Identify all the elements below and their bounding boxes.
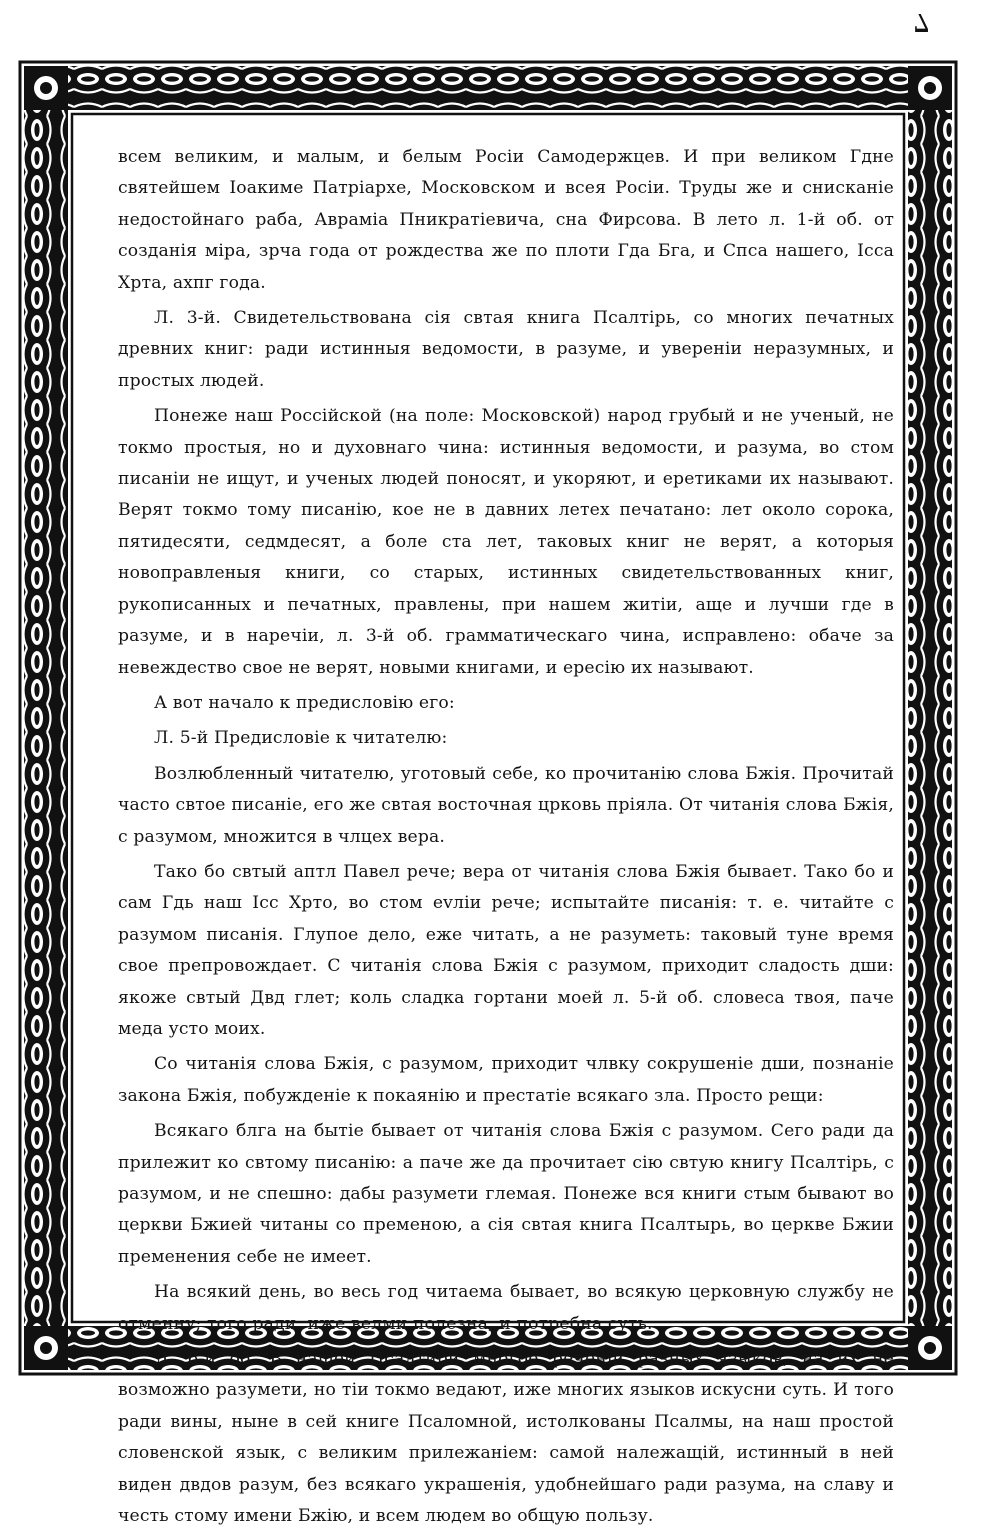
paragraph-6: Возлюбленный читателю, уготовый себе, ко прочитанію словa Бжія. Прочитай часто свтое писаніе, его же свтая восточная црковь пріяла. От читанія слова Бжія, с разумом, множится в члцех вера. <box>118 763 894 847</box>
paragraph-5: Л. 5-й Предисловіе к читателю: <box>154 728 448 749</box>
paragraph-11: Л. 6-й об. В нашей Псалтири многое реченій разных языков, на их не возможно разумети, но тіи токмо ведают, иже многих языков искусни суть. И того ради вины, ныне в сей книге Псаломной, истолкованы Псалмы, на наш простой словенской язык, с великим прилежаніем: самой належащій, истинный в ней виден двдов разум, без всякаго украшенія, удобнейшаго ради разума, на славу и честь стому имени Бжію, и всем людем во общую пользу. <box>118 1349 894 1527</box>
paragraph-7: Тако бо свтый аптл Павел рече; вера от читанія слова Бжія бывает. Тако бо и сам Гдь наш Ісс Хрто, во стом еvліи рече; испытайте писанія: т. е. читайте с разумом писанія. Глупое дело, еже читать, а не разуметь: таковый туне время свое препровождает. С читанія слова Бжія с разумом, приходит сладость дши: якоже свтый Двд глет; коль сладка гортани моей л. 5-й об. словеса твоя, паче меда усто моих. <box>118 861 894 1039</box>
paragraph-1: всем великим, и малым, и белым Росіи Самодержцев. И при великом Гдне святейшем Іоакиме Патріархе, Московском и всея Росіи. Труды же и снисканіе недостойнаго раба, Авраміа Пникратіевича, сна Фирсова. В лето л. 1-й об. от созданія міра, зрча года от рождества же по плоти Гда Бга, и Спса нашего, Ісса Хрта, ахпг года. <box>118 147 894 293</box>
document-text <box>118 142 894 1527</box>
paragraph-2: Л. 3-й. Свидетельствована сія свтая книга Псалтірь, со многих печатных древних книг: ради истинныя ведомости, в разуме, и увереніи неразумных, и простых людей. <box>118 308 894 391</box>
page-number: 7 <box>913 8 930 37</box>
paragraph-8: Со читанія слова Бжія, с разумом, приходит члвку сокрушеніе дши, познаніе закона Бжія, побужденіе к покаянію и престатіе всякаго зла. Просто рещи: <box>118 1054 894 1106</box>
paragraph-9: Всякаго блга на бытіе бывает от читанія слова Бжія с разумом. Сего ради да прилежит ко свтому писанію: а паче же да прочитает сію свтую книгу Псалтірь, с разумом, и не спешно: дабы разумети глемая. Понеже вся книги стым бывают во церкви Бжией читаны со пременою, а сія свтая книга Псалтырь, во церкве Бжии пременения себе не имеет. <box>118 1121 894 1267</box>
paragraph-4: А вот начало к предисловію его: <box>154 692 455 713</box>
paragraph-3: Понеже наш Россійской (на поле: Московской) народ грубый и не ученый, не токмо простыя, но и духовнаго чина: истинныя ведомости, и разума, во стом писаніи не ищут, и ученых людей поносят, и укоряют, и еретиками их называют. Верят токмо тому писанію, кое не в давних летех печатано: лет около сорока, пятидесяти, седмдесят, а боле ста лет, таковых книг не верят, а которыя новоправленыя книги, со старых, истинных свидетельствованных книг, рукописанных и печатных, правлены, при нашем житіи, аще и лучши где в разуме, и в наречіи, л. 3-й об. грамматическаго чина, исправлено: обаче за невеждество свое не верят, новыми книгами, и ересію их называют. <box>118 406 894 678</box>
paragraph-10: На всякий день, во весь год читаема бывает, во всякую церковную службу не отменну; того ради, иже велми полезна, и потребна суть. <box>118 1282 894 1334</box>
